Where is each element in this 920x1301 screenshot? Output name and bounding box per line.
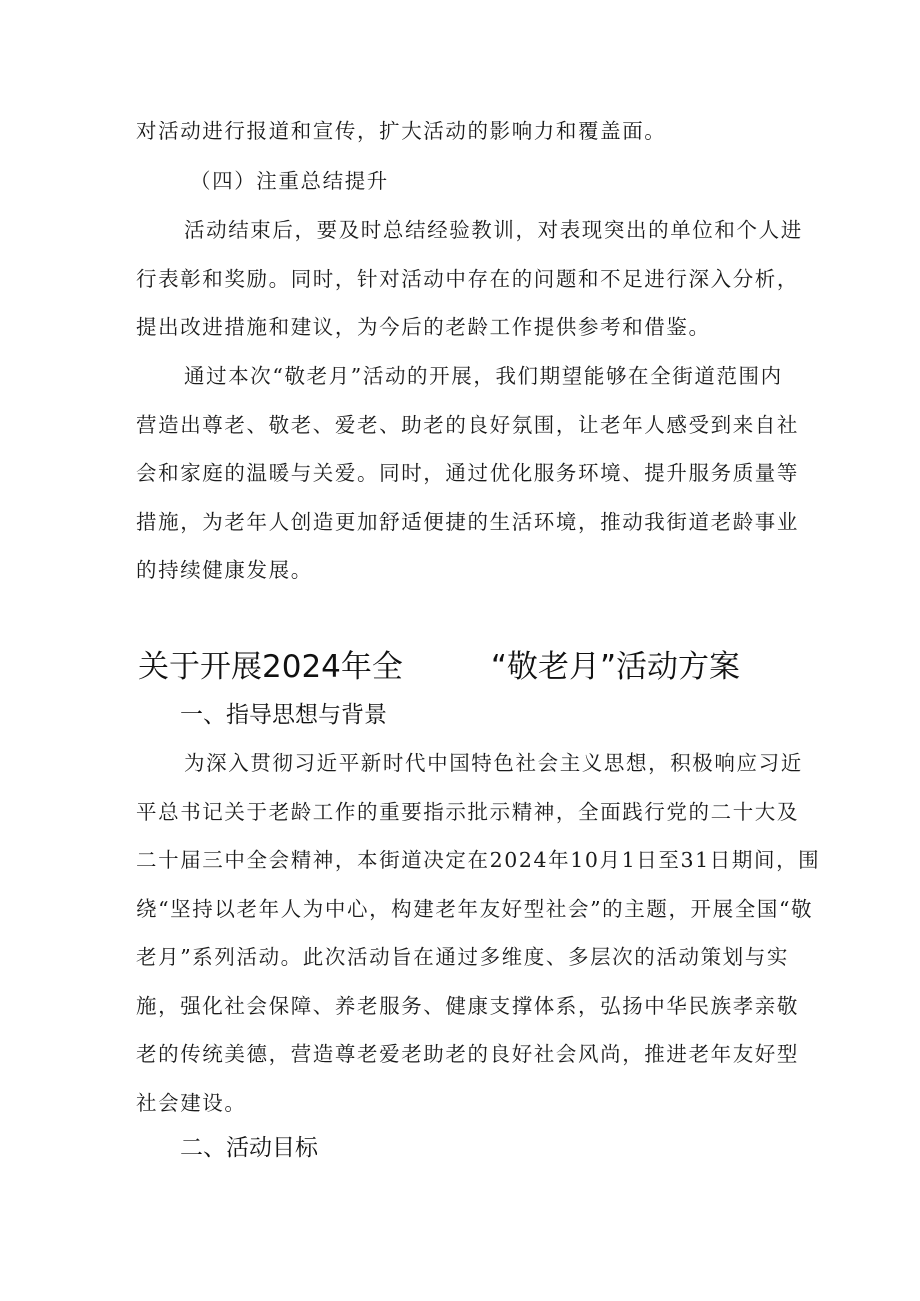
paragraph-line: 老月”系列活动。此次活动旨在通过多维度、多层次的活动策划与实 bbox=[136, 945, 789, 969]
section-heading-activity-goals: 二、活动目标 bbox=[180, 1135, 318, 1161]
paragraph-line: 的持续健康发展。 bbox=[136, 558, 313, 582]
paragraph-line: 行表彰和奖励。同时，针对活动中存在的问题和不足进行深入分析， bbox=[136, 267, 799, 291]
document-title-part1: 关于开展2024年全 bbox=[138, 649, 403, 685]
document-title bbox=[138, 649, 741, 685]
paragraph-line: 提出改进措施和建议，为今后的老龄工作提供参考和借鉴。 bbox=[136, 315, 711, 339]
paragraph-line: 措施，为老年人创造更加舒适便捷的生活环境，推动我街道老龄事业 bbox=[136, 510, 799, 534]
paragraph-line: 老的传统美德，营造尊老爱老助老的良好社会风尚，推进老年友好型 bbox=[136, 1042, 799, 1066]
paragraph-line: 二十届三中全会精神，本街道决定在2024年10月1日至31日期间，围 bbox=[136, 848, 821, 872]
paragraph-line: 营造出尊老、敬老、爱老、助老的良好氛围，让老年人感受到来自社 bbox=[136, 413, 799, 437]
paragraph-line: 施，强化社会保障、养老服务、健康支撑体系，弘扬中华民族孝亲敬 bbox=[136, 994, 799, 1018]
paragraph-line: 对活动进行报道和宣传，扩大活动的影响力和覆盖面。 bbox=[136, 119, 667, 143]
paragraph-line: 活动结束后，要及时总结经验教训，对表现突出的单位和个人进 bbox=[184, 218, 803, 242]
subheading-summary: （四）注重总结提升 bbox=[190, 169, 389, 193]
paragraph-line: 绕“坚持以老年人为中心，构建老年友好型社会”的主题，开展全国“敬 bbox=[136, 897, 814, 921]
paragraph-line: 为深入贯彻习近平新时代中国特色社会主义思想，积极响应习近 bbox=[184, 751, 803, 775]
paragraph-line: 社会建设。 bbox=[136, 1091, 247, 1115]
document-title-part2: “敬老月”活动方案 bbox=[490, 649, 741, 685]
section-heading-guiding-ideology: 一、指导思想与背景 bbox=[180, 702, 387, 728]
paragraph-line: 通过本次“敬老月”活动的开展，我们期望能够在全街道范围内 bbox=[184, 364, 783, 388]
paragraph-line: 会和家庭的温暖与关爱。同时，通过优化服务环境、提升服务质量等 bbox=[136, 461, 799, 485]
paragraph-line: 平总书记关于老龄工作的重要指示批示精神，全面践行党的二十大及 bbox=[136, 800, 799, 824]
